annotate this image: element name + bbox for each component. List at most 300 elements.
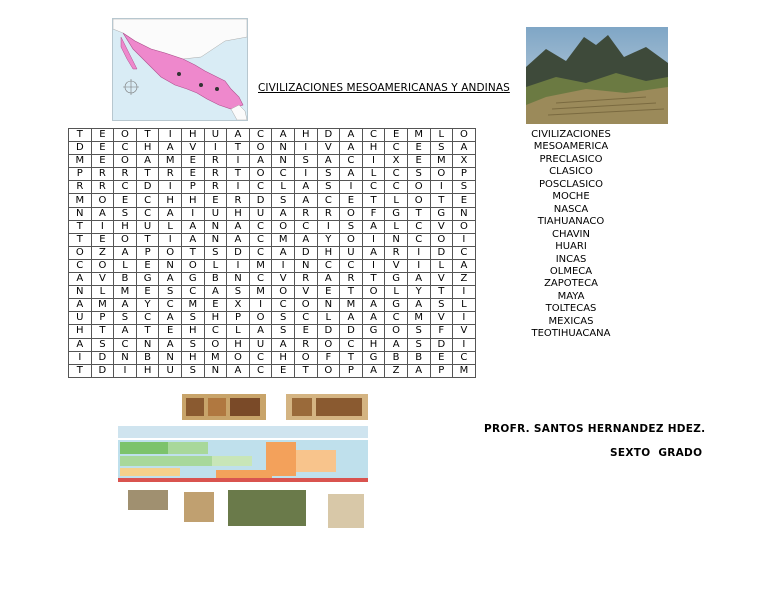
grid-cell: N (453, 207, 476, 220)
grid-cell: A (227, 220, 250, 233)
grid-cell: B (204, 273, 227, 286)
grid-cell: U (69, 312, 92, 325)
grid-cell: R (204, 155, 227, 168)
grid-cell: M (114, 286, 137, 299)
grid-cell: C (340, 259, 363, 272)
grid-cell: O (114, 129, 137, 142)
word-list-item: MAYA (557, 290, 585, 302)
grid-cell: S (181, 312, 204, 325)
word-list-item: MEXICAS (548, 315, 594, 327)
grid-cell: A (362, 246, 385, 259)
grid-cell: C (272, 168, 295, 181)
grid-cell: A (69, 273, 92, 286)
grid-cell: I (227, 155, 250, 168)
grid-cell: A (294, 233, 317, 246)
grid-cell: A (317, 155, 340, 168)
grid-cell: A (249, 155, 272, 168)
grid-row (69, 312, 476, 325)
grid-cell: E (136, 286, 159, 299)
grid-cell: A (340, 142, 363, 155)
grid-cell: I (453, 233, 476, 246)
grid-cell: N (204, 364, 227, 377)
grid-cell: L (317, 312, 340, 325)
grid-cell: I (227, 181, 250, 194)
grid-cell: N (136, 338, 159, 351)
grid-cell: T (430, 286, 453, 299)
grid-cell: I (272, 259, 295, 272)
grid-cell: O (91, 259, 114, 272)
grid-cell: A (272, 207, 295, 220)
grid-cell: O (407, 194, 430, 207)
grid-cell: O (294, 299, 317, 312)
grid-cell: V (317, 142, 340, 155)
word-list-item: CHAVIN (552, 228, 590, 240)
grid-row (69, 325, 476, 338)
grid-cell: B (407, 351, 430, 364)
grid-cell: L (385, 286, 408, 299)
grid-cell: N (69, 286, 92, 299)
grid-cell: C (114, 338, 137, 351)
grid-cell: O (181, 259, 204, 272)
grid-cell: G (385, 299, 408, 312)
grid-row (69, 194, 476, 207)
grid-cell: C (204, 325, 227, 338)
grid-cell: A (407, 299, 430, 312)
grid-cell: D (136, 181, 159, 194)
grid-cell: L (114, 259, 137, 272)
grid-cell: V (181, 142, 204, 155)
history-timeline-image (116, 392, 374, 532)
grid-cell: H (227, 207, 250, 220)
grid-cell: G (385, 207, 408, 220)
grid-cell: A (227, 129, 250, 142)
word-list-item: TOLTECAS (545, 303, 597, 315)
grid-cell: H (159, 194, 182, 207)
grid-cell: I (181, 207, 204, 220)
grid-cell: E (91, 129, 114, 142)
grid-cell: C (294, 220, 317, 233)
grid-row (69, 286, 476, 299)
grid-cell: B (385, 351, 408, 364)
grid-cell: E (91, 233, 114, 246)
grid-cell: C (249, 220, 272, 233)
grid-cell: C (317, 194, 340, 207)
grid-cell: M (430, 155, 453, 168)
grid-cell: I (407, 259, 430, 272)
grid-cell: S (181, 338, 204, 351)
grid-cell: C (385, 168, 408, 181)
grid-cell: X (227, 299, 250, 312)
grid-cell: T (91, 325, 114, 338)
grid-cell: R (204, 168, 227, 181)
grid-cell: N (204, 220, 227, 233)
grid-cell: A (407, 273, 430, 286)
grid-cell: E (91, 155, 114, 168)
grid-cell: S (317, 181, 340, 194)
grid-cell: H (362, 338, 385, 351)
grid-row (69, 246, 476, 259)
grid-cell: C (362, 181, 385, 194)
grid-cell: I (159, 181, 182, 194)
grid-cell: M (340, 299, 363, 312)
grid-cell: G (362, 325, 385, 338)
grid-cell: H (227, 338, 250, 351)
grid-cell: S (272, 312, 295, 325)
grid-cell: S (407, 325, 430, 338)
grid-cell: Z (385, 364, 408, 377)
grid-cell: R (91, 181, 114, 194)
word-list-item: NASCA (553, 203, 589, 215)
grid-cell: F (317, 351, 340, 364)
grid-cell: P (227, 312, 250, 325)
grid-cell: C (249, 246, 272, 259)
grid-cell: A (91, 207, 114, 220)
grid-cell: M (181, 299, 204, 312)
grid-cell: I (69, 351, 92, 364)
grid-cell: M (453, 364, 476, 377)
grid-cell: O (340, 233, 363, 246)
grid-cell: V (430, 312, 453, 325)
grid-cell: A (159, 338, 182, 351)
grid-cell: R (385, 246, 408, 259)
grid-cell: A (227, 233, 250, 246)
grid-cell: D (294, 246, 317, 259)
grid-cell: R (227, 194, 250, 207)
grid-cell: M (272, 233, 295, 246)
grid-cell: H (204, 312, 227, 325)
grid-cell: O (204, 338, 227, 351)
grid-cell: L (272, 181, 295, 194)
grid-cell: C (159, 299, 182, 312)
word-list (520, 129, 622, 341)
grid-cell: S (272, 194, 295, 207)
grid-cell: A (69, 299, 92, 312)
grid-cell: D (69, 142, 92, 155)
grid-cell: O (453, 220, 476, 233)
grid-cell: A (136, 155, 159, 168)
grid-cell: X (453, 155, 476, 168)
grid-cell: U (159, 364, 182, 377)
grid-cell: T (136, 325, 159, 338)
grid-cell: T (69, 233, 92, 246)
grid-cell: S (317, 168, 340, 181)
grid-cell: E (204, 299, 227, 312)
grid-cell: O (249, 312, 272, 325)
grid-cell: Y (407, 286, 430, 299)
grid-cell: A (294, 181, 317, 194)
grid-cell: U (204, 129, 227, 142)
grid-cell: H (362, 142, 385, 155)
grid-cell: C (385, 142, 408, 155)
grid-cell: E (407, 142, 430, 155)
grid-cell: O (340, 207, 363, 220)
grid-cell: T (407, 207, 430, 220)
grid-cell: I (362, 233, 385, 246)
andean-ruins-photo (526, 27, 668, 124)
grid-cell: T (294, 364, 317, 377)
grid-cell: C (340, 155, 363, 168)
grid-cell: A (159, 273, 182, 286)
grid-cell: R (294, 273, 317, 286)
grid-cell: G (136, 273, 159, 286)
grid-cell: C (385, 312, 408, 325)
grid-cell: T (362, 273, 385, 286)
grid-cell: D (430, 246, 453, 259)
grid-cell: I (317, 220, 340, 233)
grid-cell: R (159, 168, 182, 181)
grid-cell: C (181, 286, 204, 299)
grid-cell: M (407, 312, 430, 325)
grid-cell: R (294, 338, 317, 351)
grid-cell: N (69, 207, 92, 220)
grid-cell: S (453, 181, 476, 194)
grid-cell: O (159, 246, 182, 259)
grid-cell: S (227, 286, 250, 299)
grid-cell: S (294, 155, 317, 168)
grid-cell: I (362, 155, 385, 168)
grid-cell: L (430, 129, 453, 142)
grid-cell: B (136, 351, 159, 364)
grid-cell: D (317, 325, 340, 338)
grid-cell: H (136, 364, 159, 377)
grid-cell: E (159, 325, 182, 338)
word-list-item: MOCHE (552, 191, 590, 203)
grid-cell: A (385, 338, 408, 351)
grid-cell: O (91, 194, 114, 207)
grid-cell: A (362, 299, 385, 312)
grid-row (69, 168, 476, 181)
grid-cell: S (407, 338, 430, 351)
word-list-item: INCAS (555, 253, 587, 265)
grid-cell: C (317, 259, 340, 272)
grid-cell: A (340, 312, 363, 325)
grid-cell: H (294, 129, 317, 142)
grid-cell: L (204, 259, 227, 272)
grid-cell: M (204, 351, 227, 364)
grid-cell: O (317, 364, 340, 377)
word-search-grid (68, 128, 476, 378)
grid-cell: X (385, 155, 408, 168)
word-list-item: CIVILIZACIONES (531, 129, 611, 140)
grid-cell: E (181, 155, 204, 168)
grid-row (69, 233, 476, 246)
grid-cell: T (136, 129, 159, 142)
grid-cell: I (453, 286, 476, 299)
grid-cell: C (249, 129, 272, 142)
grid-cell: O (294, 351, 317, 364)
grid-cell: L (227, 325, 250, 338)
grid-cell: C (249, 181, 272, 194)
grid-row (69, 129, 476, 142)
grid-cell: C (136, 207, 159, 220)
grid-cell: T (181, 246, 204, 259)
grid-cell: R (69, 181, 92, 194)
grid-cell: R (340, 273, 363, 286)
grid-cell: U (204, 207, 227, 220)
grid-cell: O (272, 286, 295, 299)
grid-cell: S (407, 168, 430, 181)
grid-cell: I (204, 142, 227, 155)
grid-cell: O (362, 286, 385, 299)
grid-cell: C (453, 246, 476, 259)
grid-cell: S (114, 312, 137, 325)
grid-cell: A (69, 338, 92, 351)
grid-cell: P (453, 168, 476, 181)
grid-cell: P (430, 364, 453, 377)
grid-row (69, 351, 476, 364)
grid-cell: O (430, 168, 453, 181)
grid-cell: T (227, 142, 250, 155)
grid-cell: R (91, 168, 114, 181)
grid-cell: A (272, 338, 295, 351)
grid-cell: H (114, 220, 137, 233)
grid-cell: A (181, 220, 204, 233)
grid-cell: O (114, 155, 137, 168)
page-title: CIVILIZACIONES MESOAMERICANAS Y ANDINAS (258, 82, 510, 94)
grid-cell: S (340, 220, 363, 233)
grid-cell: T (69, 364, 92, 377)
grid-cell: I (114, 364, 137, 377)
grid-cell: A (114, 325, 137, 338)
grid-cell: O (317, 338, 340, 351)
grid-cell: A (453, 142, 476, 155)
word-list-item: TEOTIHUACANA (531, 328, 611, 340)
grid-cell: V (385, 259, 408, 272)
grid-cell: A (114, 246, 137, 259)
grid-cell: E (294, 325, 317, 338)
grid-cell: O (407, 181, 430, 194)
grid-cell: G (362, 351, 385, 364)
grid-cell: A (407, 364, 430, 377)
grid-row (69, 155, 476, 168)
grid-cell: P (340, 364, 363, 377)
grid-cell: A (159, 312, 182, 325)
grid-cell: I (159, 233, 182, 246)
grid-cell: S (272, 325, 295, 338)
grid-cell: E (340, 194, 363, 207)
grid-cell: T (136, 233, 159, 246)
grid-cell: I (407, 246, 430, 259)
grid-cell: A (249, 325, 272, 338)
grid-cell: E (114, 194, 137, 207)
grid-cell: M (69, 155, 92, 168)
grid-cell: C (362, 129, 385, 142)
grid-cell: T (362, 194, 385, 207)
grid-cell: D (227, 246, 250, 259)
grid-cell: N (317, 299, 340, 312)
grid-cell: R (114, 168, 137, 181)
grid-cell: S (204, 246, 227, 259)
grid-cell: D (249, 194, 272, 207)
grid-cell: U (249, 207, 272, 220)
grid-cell: T (136, 168, 159, 181)
grid-cell: M (91, 299, 114, 312)
grid-row (69, 207, 476, 220)
grid-row (69, 142, 476, 155)
grid-cell: H (69, 325, 92, 338)
grid-cell: M (69, 194, 92, 207)
grid-cell: T (340, 286, 363, 299)
grid-cell: O (272, 220, 295, 233)
grid-cell: L (159, 220, 182, 233)
grid-cell: I (362, 259, 385, 272)
grid-cell: N (159, 351, 182, 364)
word-list-item: TIAHUANACO (537, 216, 605, 228)
grid-row (69, 220, 476, 233)
grid-cell: E (430, 351, 453, 364)
grid-cell: A (362, 364, 385, 377)
grid-cell: U (249, 338, 272, 351)
grid-cell: H (181, 129, 204, 142)
grid-cell: R (204, 181, 227, 194)
grid-cell: C (69, 259, 92, 272)
grid-cell: A (453, 259, 476, 272)
grid-cell: N (385, 233, 408, 246)
grid-cell: F (430, 325, 453, 338)
grid-cell: N (159, 259, 182, 272)
grid-cell: C (340, 338, 363, 351)
grid-cell: O (385, 325, 408, 338)
grid-cell: D (317, 129, 340, 142)
grid-cell: I (227, 259, 250, 272)
grid-cell: C (453, 351, 476, 364)
grid-cell: G (430, 207, 453, 220)
grid-cell: E (204, 194, 227, 207)
word-list-item: PRECLASICO (539, 153, 603, 165)
grid-cell: O (249, 168, 272, 181)
grid-cell: P (136, 246, 159, 259)
grid-cell: A (362, 220, 385, 233)
grid-cell: V (430, 273, 453, 286)
grid-cell: C (114, 181, 137, 194)
grid-cell: A (159, 207, 182, 220)
grid-cell: H (181, 194, 204, 207)
mesoamerica-map-image (112, 18, 248, 121)
grid-cell: L (453, 299, 476, 312)
grid-cell: I (159, 129, 182, 142)
grid-cell: N (272, 155, 295, 168)
grid-cell: L (362, 168, 385, 181)
grid-cell: T (227, 168, 250, 181)
grid-cell: C (249, 233, 272, 246)
grid-cell: C (249, 273, 272, 286)
grid-row (69, 273, 476, 286)
grid-cell: D (340, 325, 363, 338)
grid-cell: F (362, 207, 385, 220)
grid-cell: A (181, 233, 204, 246)
grid-cell: O (430, 233, 453, 246)
grid-cell: C (272, 299, 295, 312)
grid-cell: B (114, 273, 137, 286)
grid-cell: I (453, 312, 476, 325)
grid-row (69, 364, 476, 377)
grid-cell: E (91, 142, 114, 155)
grid-cell: S (91, 338, 114, 351)
grid-cell: T (340, 351, 363, 364)
grid-cell: I (294, 168, 317, 181)
grid-cell: V (91, 273, 114, 286)
grid-cell: C (294, 312, 317, 325)
grid-cell: A (362, 312, 385, 325)
grid-cell: R (294, 207, 317, 220)
grid-cell: A (317, 273, 340, 286)
grid-cell: C (249, 351, 272, 364)
grid-cell: V (272, 273, 295, 286)
grid-cell: E (136, 259, 159, 272)
grid-row (69, 181, 476, 194)
grid-cell: L (91, 286, 114, 299)
grid-cell: O (114, 233, 137, 246)
